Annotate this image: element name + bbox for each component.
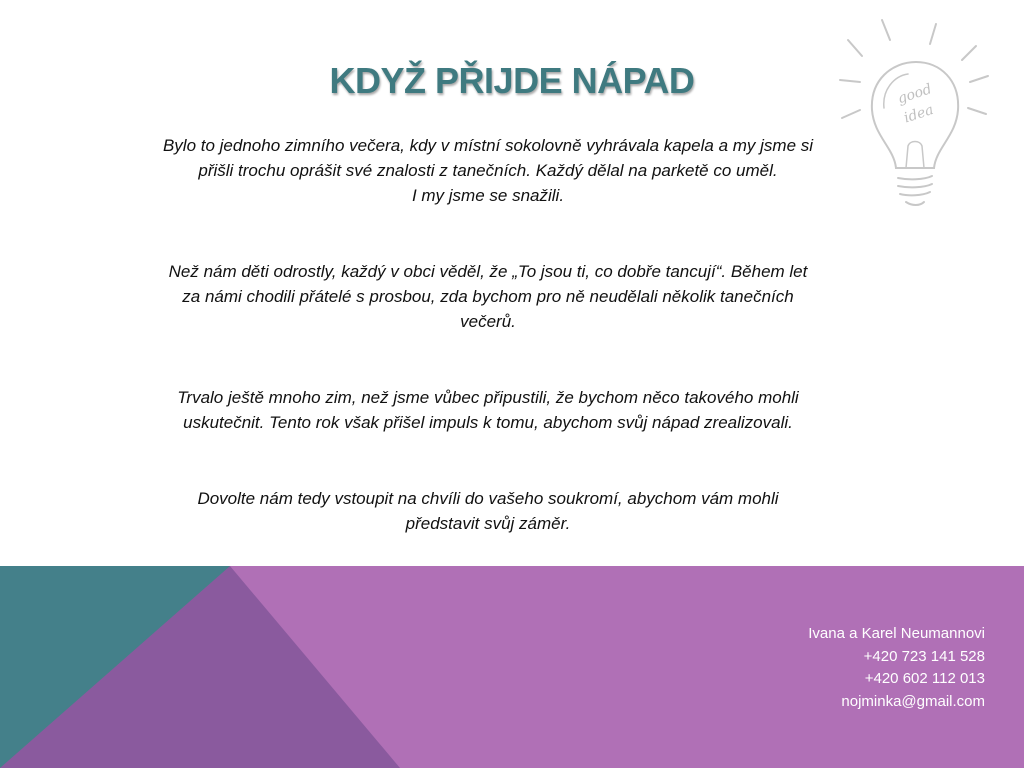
contact-block	[808, 623, 985, 713]
slide-title: KDYŽ PŘIJDE NÁPAD	[329, 60, 695, 101]
bulb-text-idea: idea	[901, 101, 936, 127]
contact-email[interactable]: nojminka@gmail.com	[841, 692, 985, 710]
paragraph-3-line-1: Trvalo ještě mnoho zim, než jsme vůbec připustili, že bychom něco takového mohli	[177, 388, 799, 407]
paragraph-1-line-3: I my jsme se snažili.	[411, 186, 565, 205]
body-text	[90, 133, 886, 536]
paragraph-2-line-1: Než nám děti odrostly, každý v obci věděl, že „To jsou ti, co dobře tancují“. Během let	[168, 262, 808, 281]
paragraph-4	[90, 486, 886, 536]
contact-phone-1: +420 723 141 528	[863, 647, 985, 665]
paragraph-1-line-1: Bylo to jednoho zimního večera, kdy v místní sokolovně vyhrávala kapela a my jsme si	[162, 136, 814, 155]
contact-names: Ivana a Karel Neumannovi	[808, 625, 985, 642]
paragraph-1-line-2: přišli trochu oprášit své znalosti z tanečních. Každý dělal na parketě co uměl.	[198, 161, 778, 180]
paragraph-3-line-2: uskutečnit. Tento rok však přišel impuls k tomu, abychom svůj nápad zrealizovali.	[183, 413, 793, 432]
paragraph-2	[90, 259, 886, 334]
paragraph-4-line-2: představit svůj záměr.	[405, 514, 571, 533]
paragraph-1	[90, 133, 886, 208]
paragraph-3	[90, 385, 886, 435]
bulb-text-good: good	[895, 81, 934, 108]
paragraph-2-line-2: za námi chodili přátelé s prosbou, zda bychom pro ně neudělali několik tanečních	[182, 287, 794, 306]
paragraph-2-line-3: večerů.	[460, 312, 516, 331]
contact-phone-2: +420 602 112 013	[864, 670, 985, 687]
paragraph-4-line-1: Dovolte nám tedy vstoupit na chvíli do vašeho soukromí, abychom vám mohli	[197, 489, 779, 508]
